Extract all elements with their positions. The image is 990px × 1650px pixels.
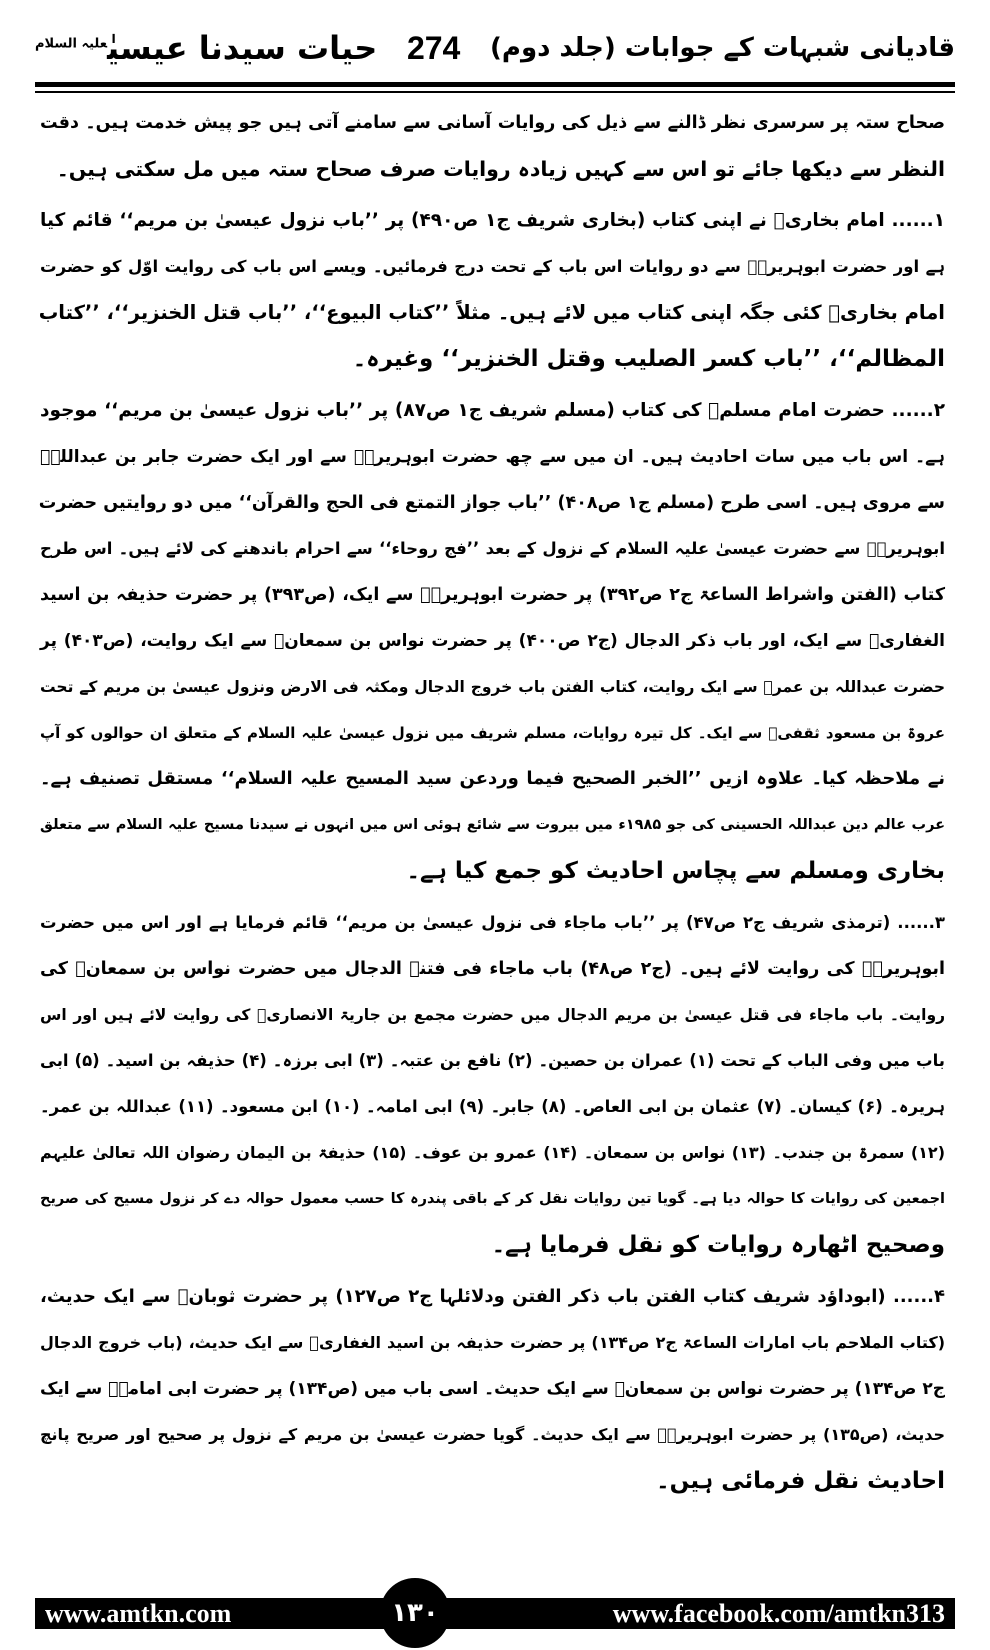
page-header <box>35 18 955 78</box>
text-line: (کتاب الملاحم باب امارات الساعۃ ج۲ ص۱۳۴) پر حضرت حذیفہ بن اسید الغفاریؓ سے ایک حدیث، (باب خروج الدجال <box>40 1333 946 1352</box>
text-line: باب میں وفی الباب کے تحت (۱) عمران بن حصین۔ (۲) نافع بن عتبہ۔ (۳) ابی برزہ۔ (۴) حذیفہ بن اسید۔ (۵) ابی <box>40 1051 946 1070</box>
book-series-title: قادیانی شبہات کے جوابات (جلد دوم) <box>490 33 955 63</box>
text-line: ابوہریرہؓ کی روایت لائے ہیں۔ (ج۲ ص۴۸) باب ماجاء فی فتنہ الدجال میں حضرت نواس بن سمعانؓ کی <box>40 959 945 979</box>
text-line: حدیث، (ص۱۳۵) پر حضرت ابوہریرہؓ سے ایک حدیث۔ گویا حضرت عیسیٰ بن مریم کے نزول پر صحیح اور صریح پانچ <box>40 1425 945 1444</box>
text-line: ۳...... (ترمذی شریف ج۲ ص۴۷) پر ’’باب ماجاء فی نزول عیسیٰ بن مریم‘‘ قائم فرمایا ہے اور اس میں حضرت <box>40 913 945 932</box>
text-line: نے ملاحظہ کیا۔ علاوہ ازیں ’’الخبر الصحیح فیما وردعن سید المسیح علیہ السلام‘‘ مستقل تصنیف ہے۔ <box>40 768 945 789</box>
text-line: ۲...... حضرت امام مسلمؒ کی کتاب (مسلم شریف ج۱ ص۸۷) پر ’’باب نزول عیسیٰ بن مریم‘‘ موجود <box>40 400 945 421</box>
text-line: عروۃ بن مسعود ثقفیؒ سے ایک۔ کل تیرہ روایات، مسلم شریف میں نزول عیسیٰ علیہ السلام کے متعلق ان حوالوں کو آپ <box>40 724 945 742</box>
text-line: صحاح ستہ پر سرسری نظر ڈالنے سے ذیل کی روایات آسانی سے سامنے آتی ہیں جو پیش خدمت ہیں۔ دقت <box>40 113 945 133</box>
text-line: ہے۔ اس باب میں سات احادیث ہیں۔ ان میں سے چھ حضرت ابوہریرہؓ سے اور ایک حضرت جابر بن عبداللہؓ <box>40 447 945 467</box>
text-line: احادیث نقل فرمائی ہیں۔ <box>656 1468 945 1494</box>
text-line: روایت۔ باب ماجاء فی قتل عیسیٰ بن مریم الدجال میں حضرت مجمع بن جاریۃ الانصاریؓ کی روایت لائے ہیں اور اس <box>40 1006 945 1024</box>
page-body <box>40 100 945 1510</box>
book-title-text: حیات سیدنا عیسیٰ <box>107 29 378 67</box>
book-title <box>35 29 377 67</box>
header-rule-thin <box>35 91 955 93</box>
text-line: امام بخاریؒ کئی جگہ اپنی کتاب میں لائے ہیں۔ مثلاً ’’کتاب البیوع‘‘، ’’باب قتل الخنزیر‘‘، ’’کتاب <box>38 301 945 324</box>
text-line: ہے اور حضرت ابوہریرہؓ سے دو روایات اس باب کے تحت درج فرمائیں۔ ویسے اس باب کی روایت اوّل کو حضرت <box>40 257 945 276</box>
website-link[interactable]: www.amtkn.com <box>45 1599 232 1628</box>
paragraph <box>40 900 945 1268</box>
text-line: ۱...... امام بخاریؒ نے اپنی کتاب (بخاری شریف ج۱ ص۴۹۰) پر ’’باب نزول عیسیٰ بن مریم‘‘ قائم کیا <box>40 210 945 231</box>
text-line: حضرت عبداللہ بن عمرؓ سے ایک روایت، کتاب الفتن باب خروج الدجال ومکثہ فی الارض ونزول عیسیٰ بن مریم کے تحت <box>40 678 945 696</box>
text-line: اجمعین کی روایات کا حوالہ دیا ہے۔ گویا تین روایات نقل کر کے باقی پندرہ کا حسب معمول حوالہ دے کر نزول مسیح کی صریح <box>40 1191 945 1207</box>
text-line: سے مروی ہیں۔ اسی طرح (مسلم ج۱ ص۴۰۸) ’’باب جواز التمتع فی الحج والقرآن‘‘ میں دو روایتیں حضرت <box>38 493 945 513</box>
page-number: 274 <box>406 29 461 66</box>
paragraph <box>40 388 945 894</box>
text-line: الغفاریؓ سے ایک، اور باب ذکر الدجال (ج۲ ص۴۰۰) پر حضرت نواس بن سمعانؓ سے ایک روایت، (ص۴۰۳) پر <box>40 631 945 651</box>
text-line: ہریرہ۔ (۶) کیسان۔ (۷) عثمان بن ابی العاص۔ (۸) جابر۔ (۹) ابی امامہ۔ (۱۰) ابن مسعود۔ (۱۱) عبداللہ بن عمر۔ <box>40 1097 945 1116</box>
facebook-link[interactable]: www.facebook.com/amtkn313 <box>612 1599 945 1628</box>
paragraph <box>40 1274 945 1504</box>
text-line: عرب عالم دین عبداللہ الحسینی کی جو ۱۹۸۵ء میں بیروت سے شائع ہوئی اس میں انہوں نے سیدنا مسیح علیہ السلام سے متعلق <box>40 817 946 833</box>
text-line: ابوہریرہؓ سے حضرت عیسیٰ علیہ السلام کے نزول کے بعد ’’فج روحاء‘‘ سے احرام باندھنے کی لائے ہیں۔ اس طرح <box>40 539 945 558</box>
paragraph <box>40 100 945 192</box>
text-line: المظالم‘‘، ’’باب کسر الصلیب وقتل الخنزیر‘‘ وغیرہ۔ <box>352 346 945 372</box>
text-line: النظر سے دیکھا جائے تو اس سے کہیں زیادہ روایات صرف صحاح ستہ میں مل سکتی ہیں۔ <box>56 157 945 181</box>
honorific: علیہ السلام <box>35 36 108 52</box>
text-line: (۱۲) سمرۃ بن جندب۔ (۱۳) نواس بن سمعان۔ (۱۴) عمرو بن عوف۔ (۱۵) حذیفۃ بن الیمان رضوان اللہ تعالیٰ علیہم <box>40 1143 945 1162</box>
header-rule-thick <box>35 82 955 87</box>
text-line: ۴...... (ابوداؤد شریف کتاب الفتن باب ذکر الفتن ودلائلہا ج۲ ص۱۲۷) پر حضرت ثوبانؓ سے ایک حدیث، <box>40 1286 946 1307</box>
text-line: وصحیح اٹھارہ روایات کو نقل فرمایا ہے۔ <box>491 1232 945 1258</box>
page-footer <box>35 1598 955 1629</box>
text-line: کتاب (الفتن واشراط الساعۃ ج۲ ص۳۹۲) پر حضرت ابوہریرہؓ سے ایک، (ص۳۹۳) پر حضرت حذیفہ بن اسید <box>40 585 945 605</box>
page-badge: ۱۳۰ <box>380 1578 450 1648</box>
paragraph <box>40 198 945 382</box>
text-line: بخاری ومسلم سے پچاس احادیث کو جمع کیا ہے۔ <box>406 858 945 884</box>
text-line: ج۲ ص۱۳۴) پر حضرت نواس بن سمعانؓ سے ایک حدیث۔ اسی باب میں (ص۱۳۴) پر حضرت ابی امامہؓ سے ایک <box>40 1379 945 1399</box>
